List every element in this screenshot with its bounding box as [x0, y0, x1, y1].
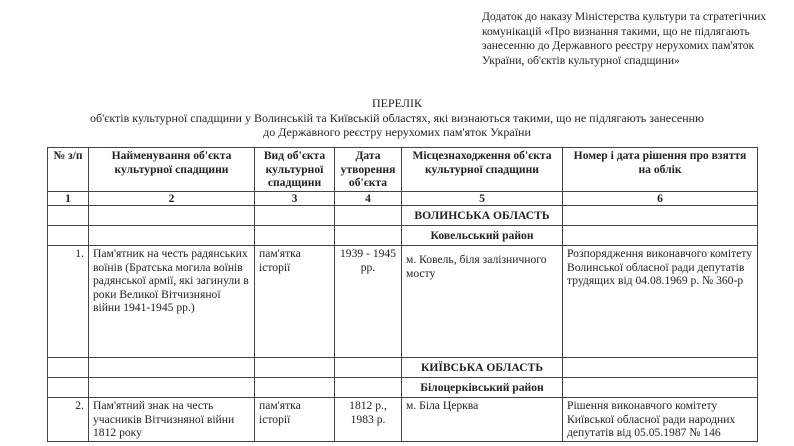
header-no: № з/п	[48, 148, 89, 192]
header-row	[48, 148, 758, 192]
col-number: 1	[48, 191, 89, 206]
header-decision: Номер і дата рішення про взяття на облік	[563, 148, 758, 192]
region-row	[48, 358, 758, 378]
row-no: 2.	[48, 398, 89, 442]
title-line-2: до Державного реєстру нерухомих пам'яток України	[263, 125, 531, 139]
table-row	[48, 246, 758, 358]
title-line-1: об'єктів культурної спадщини у Волинській та Київській областях, які визнаються такими, що не підлягають занесенню	[89, 110, 705, 125]
row-decision: Рішення виконавчого комітету Київської обласної ради народних депутатів від 05.05.1987 № 146	[563, 398, 758, 442]
annex-note: Додаток до наказу Міністерства культури та стратегічних комунікацій «Про визнання такими, що не підлягають занесенню до Державного реєстру нерухомих пам'яток України, об'єктів культурної спадщини»	[482, 10, 767, 67]
header-date: Дата утворення об'єкта	[335, 148, 402, 192]
row-decision: Розпорядження виконавчого комітету Волинської обласної ради депутатів трудящих від 04.08.1969 р. № 360-р	[563, 246, 758, 358]
row-type: пам'ятка історії	[255, 246, 335, 358]
region-label: КИЇВСЬКА ОБЛАСТЬ	[402, 358, 563, 378]
row-location: м. Біла Церква	[402, 398, 563, 442]
row-date: 1939 - 1945 рр.	[335, 246, 402, 358]
header-name: Найменування об'єкта культурної спадщини	[89, 148, 255, 192]
header-type: Вид об'єкта культурної спадщини	[255, 148, 335, 192]
heritage-table	[47, 147, 758, 442]
row-type: пам'ятка історії	[255, 398, 335, 442]
col-number: 5	[402, 191, 563, 206]
district-label: Ковельський район	[402, 226, 563, 246]
district-label: Білоцерківський район	[402, 378, 563, 398]
district-row	[48, 226, 758, 246]
row-name: Пам'ятник на честь радянських воїнів (Братська могила воїнів радянської армії, які загинули в роки Великої Вітчизняної війни 1941-1945 рр.)	[89, 246, 255, 358]
title-heading: ПЕРЕЛІК	[372, 96, 422, 110]
table-row	[48, 398, 758, 442]
col-number: 2	[89, 191, 255, 206]
region-row	[48, 206, 758, 226]
row-name: Пам'ятний знак на честь учасників Вітчизняної війни 1812 року	[89, 398, 255, 442]
district-row	[48, 378, 758, 398]
col-number: 3	[255, 191, 335, 206]
column-number-row	[48, 191, 758, 206]
region-label: ВОЛИНСЬКА ОБЛАСТЬ	[402, 206, 563, 226]
document-title	[0, 96, 794, 140]
row-location: м. Ковель, біля залізничного мосту	[402, 246, 563, 358]
col-number: 6	[563, 191, 758, 206]
col-number: 4	[335, 191, 402, 206]
header-location: Місцезнаходження об'єкта культурної спадщини	[402, 148, 563, 192]
row-no: 1.	[48, 246, 89, 358]
row-date: 1812 р., 1983 р.	[335, 398, 402, 442]
